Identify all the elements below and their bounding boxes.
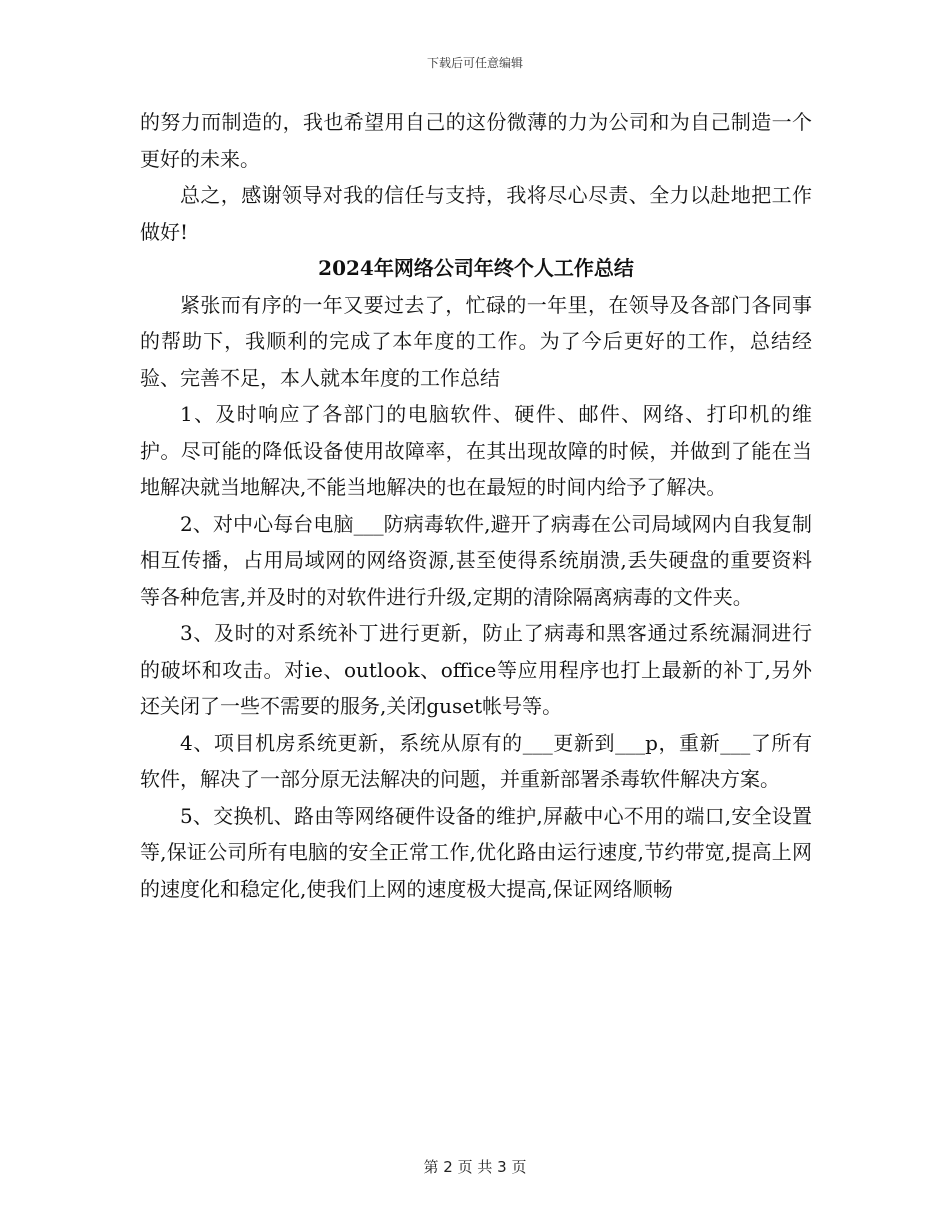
paragraph-item-3: 3、及时的对系统补丁进行更新，防止了病毒和黑客通过系统漏洞进行的破坏和攻击。对ie、outlook、office等应用程序也打上最新的补丁,另外还关闭了一些不需要的服务,关闭guset帐号等。	[140, 621, 812, 718]
document-body	[140, 104, 812, 907]
page-header-note: 下载后可任意编辑	[426, 56, 523, 70]
section-title: 2024年网络公司年终个人工作总结	[318, 256, 634, 280]
paragraph-item-5: 5、交换机、路由等网络硬件设备的维护,屏蔽中心不用的端口,安全设置等,保证公司所有电脑的安全正常工作,优化路由运行速度,节约带宽,提高上网的速度化和稳定化,使我们上网的速度极大提高,保证网络顺畅	[140, 803, 812, 901]
page-footer: 第 2 页 共 3 页	[423, 1158, 527, 1176]
paragraph-item-4: 4、项目机房系统更新，系统从原有的___更新到___p，重新___了所有软件，解决了一部分原无法解决的问题，并重新部署杀毒软件解决方案。	[140, 730, 812, 791]
paragraph-intro: 紧张而有序的一年又要过去了，忙碌的一年里，在领导及各部门各同事的帮助下，我顺利的完成了本年度的工作。为了今后更好的工作，总结经验、完善不足，本人就本年度的工作总结	[140, 292, 812, 390]
paragraph-continuation: 的努力而制造的，我也希望用自己的这份微薄的力为公司和为自己制造一个更好的未来。	[140, 110, 812, 171]
paragraph-item-2: 2、对中心每台电脑___防病毒软件,避开了病毒在公司局域网内自我复制相互传播，占用局域网的网络资源,甚至使得系统崩溃,丢失硬盘的重要资料等各种危害,并及时的对软件进行升级,定期的清除隔离病毒的文件夹。	[140, 511, 812, 609]
paragraph-item-1: 1、及时响应了各部门的电脑软件、硬件、邮件、网络、打印机的维护。尽可能的降低设备使用故障率，在其出现故障的时候，并做到了能在当地解决就当地解决,不能当地解决的也在最短的时间内给予了解决。	[140, 402, 812, 499]
paragraph-closing: 总之，感谢领导对我的信任与支持，我将尽心尽责、全力以赴地把工作做好!	[140, 183, 812, 244]
